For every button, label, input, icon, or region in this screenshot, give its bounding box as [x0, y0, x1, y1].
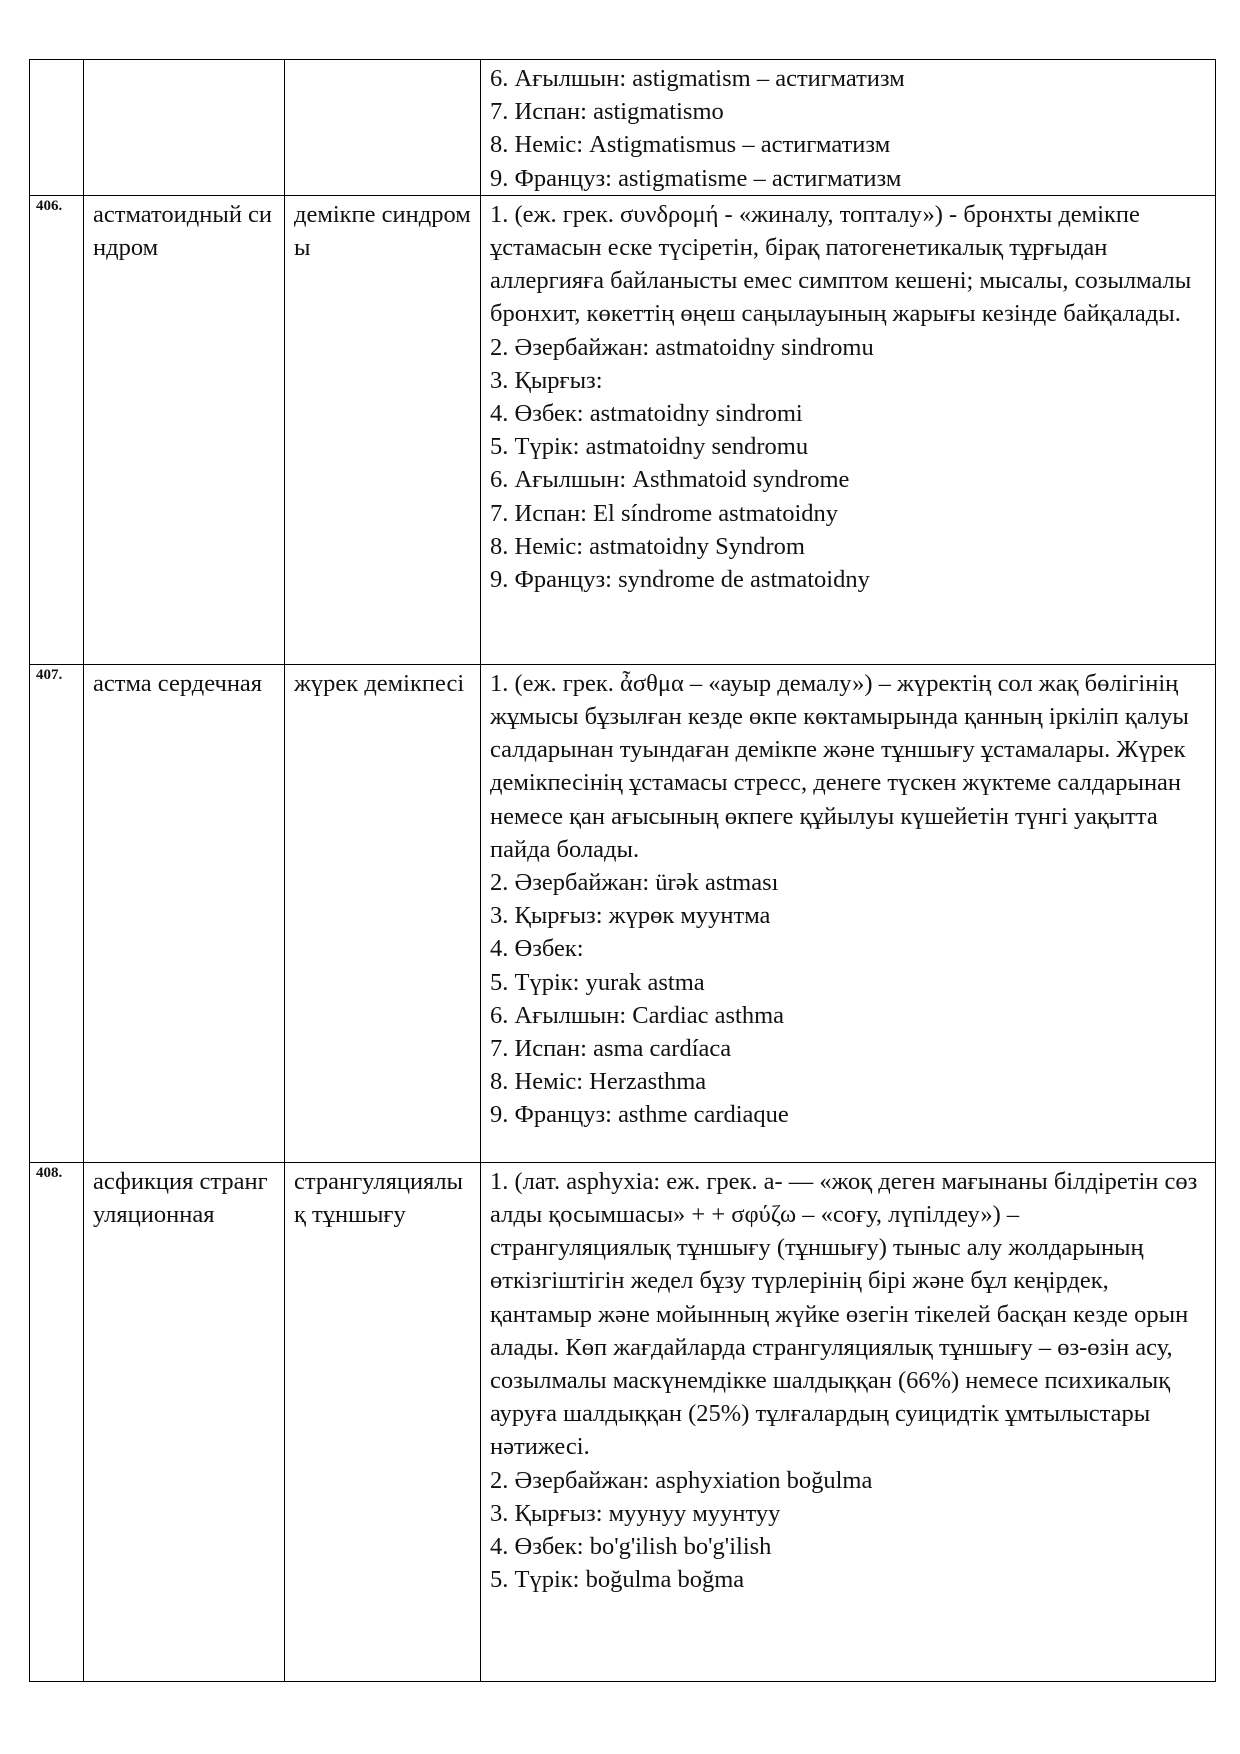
translation-item: 4. Өзбек: astmatoidny sindromi [490, 400, 803, 428]
translation-item: 4. Өзбек: [490, 935, 584, 963]
russian-term-text: астматоидный синдром [93, 200, 273, 262]
translation-item: 3. Қырғыз: [490, 366, 603, 394]
translation-item: 7. Испан: El síndrome astmatoidny [490, 499, 839, 527]
translation-item: 8. Неміс: astmatoidny Syndrom [490, 532, 805, 560]
translation-item: 9. Француз: astigmatisme – астигматизм [490, 164, 902, 192]
table-body [30, 60, 1216, 1682]
table-row [30, 195, 1216, 664]
definition-cell [481, 195, 1216, 664]
definition-cell [481, 1162, 1216, 1681]
kazakh-term-text: странгуляциялық тұншығу [294, 1167, 464, 1229]
kazakh-term [285, 195, 481, 664]
russian-term [84, 1162, 285, 1681]
translation-item: 7. Испан: asma cardíaca [490, 1035, 732, 1063]
table-row [30, 60, 1216, 196]
russian-term [84, 664, 285, 1162]
translation-item: 7. Испан: astigmatismo [490, 98, 724, 126]
definition-cell [481, 664, 1216, 1162]
translation-item: 6. Ағылшын: Asthmatoid syndrome [490, 466, 850, 494]
kazakh-term-text: демікпе синдромы [294, 200, 471, 262]
russian-term [84, 60, 285, 196]
translation-item: 6. Ағылшын: astigmatism – астигматизм [490, 65, 905, 92]
translation-list [490, 1464, 1205, 1597]
terminology-table [29, 59, 1216, 1682]
translation-item: 5. Түрік: boğulma boğma [490, 1566, 745, 1594]
russian-term-text: астма сердечная [93, 669, 263, 697]
row-number: 406. [30, 195, 84, 664]
translation-list [490, 866, 1205, 1132]
translation-item: 4. Өзбек: bo'g'ilish bo'g'ilish [490, 1533, 772, 1561]
translation-item: 2. Әзербайжан: asphyxiation boğulma [490, 1466, 873, 1494]
translation-item: 9. Француз: syndrome de astmatoidny [490, 566, 870, 594]
translation-list [490, 62, 1205, 195]
kazakh-term-text: жүрек демікпесі [294, 669, 465, 697]
definition-text: 1. (еж. грек. συνδρομή - «жиналу, топталу») - бронхты демікпе ұстамасын еске түсіретін, бірақ патогенетикалық тұрғыдан аллергияға байланысты емес симптом кешені; мысалы, созылмалы бронхит, көкеттің өңеш саңылауының жарығы кезінде байқалады. [490, 200, 1192, 328]
translation-list [490, 331, 1205, 597]
definition-cell [481, 60, 1216, 196]
translation-item: 2. Әзербайжан: ürək astması [490, 869, 779, 897]
translation-item: 5. Түрік: astmatoidny sendromu [490, 433, 809, 461]
translation-item: 6. Ағылшын: Cardiac asthma [490, 1001, 784, 1029]
translation-item: 5. Түрік: yurak astma [490, 968, 705, 996]
translation-item: 2. Әзербайжан: astmatoidny sindromu [490, 333, 874, 361]
definition-text: 1. (еж. грек. ἆσθμα – «ауыр демалу») – жүректің сол жақ бөлігінің жұмысы бұзылған кезде өкпе көктамырында қанның іркіліп қалуы салдарынан туындаған демікпе және тұншығу ұстамалары. Жүрек демікпесінің ұстамасы стресс, денеге түскен жүктеме салдарынан немесе қан ағысының өкпеге құйылуы күшейетін түнгі уақытта пайда болады. [490, 669, 1189, 863]
russian-term-text: асфикция странгуляционная [93, 1167, 268, 1229]
russian-term [84, 195, 285, 664]
translation-item: 8. Неміс: Astigmatismus – астигматизм [490, 131, 891, 159]
kazakh-term [285, 664, 481, 1162]
row-number: 407. [30, 664, 84, 1162]
translation-item: 9. Француз: asthme cardiaque [490, 1101, 789, 1129]
kazakh-term [285, 60, 481, 196]
translation-item: 3. Қырғыз: жүрөк муунтма [490, 902, 771, 930]
definition-text: 1. (лат. asphyxia: еж. грек. a- — «жоқ деген мағынаны білдіретін сөз алды қосымшасы» + + σφύζω – «соғу, лүпілдеу») – странгуляциялық тұншығу (тұншығу) тыныс алу жолдарының өткізгіштігін жедел бұзу түрлерінің бірі және бұл кеңірдек, қантамыр және мойынның жүйке өзегін тікелей басқан кезде орын алады. Көп жағдайларда странгуляциялық тұншығу – өз-өзін асу, созылмалы маскүнемдікке шалдыққан (66%) немесе психикалық ауруға шалдыққан (25%) тұлғалардың суицидтік ұмтылыстары нәтижесі. [490, 1167, 1198, 1461]
translation-item: 3. Қырғыз: муунуу муунтуу [490, 1499, 781, 1527]
kazakh-term [285, 1162, 481, 1681]
row-number: 408. [30, 1162, 84, 1681]
translation-item: 8. Неміс: Herzasthma [490, 1068, 707, 1096]
table-row [30, 1162, 1216, 1681]
row-number [30, 60, 84, 196]
table-row [30, 664, 1216, 1162]
